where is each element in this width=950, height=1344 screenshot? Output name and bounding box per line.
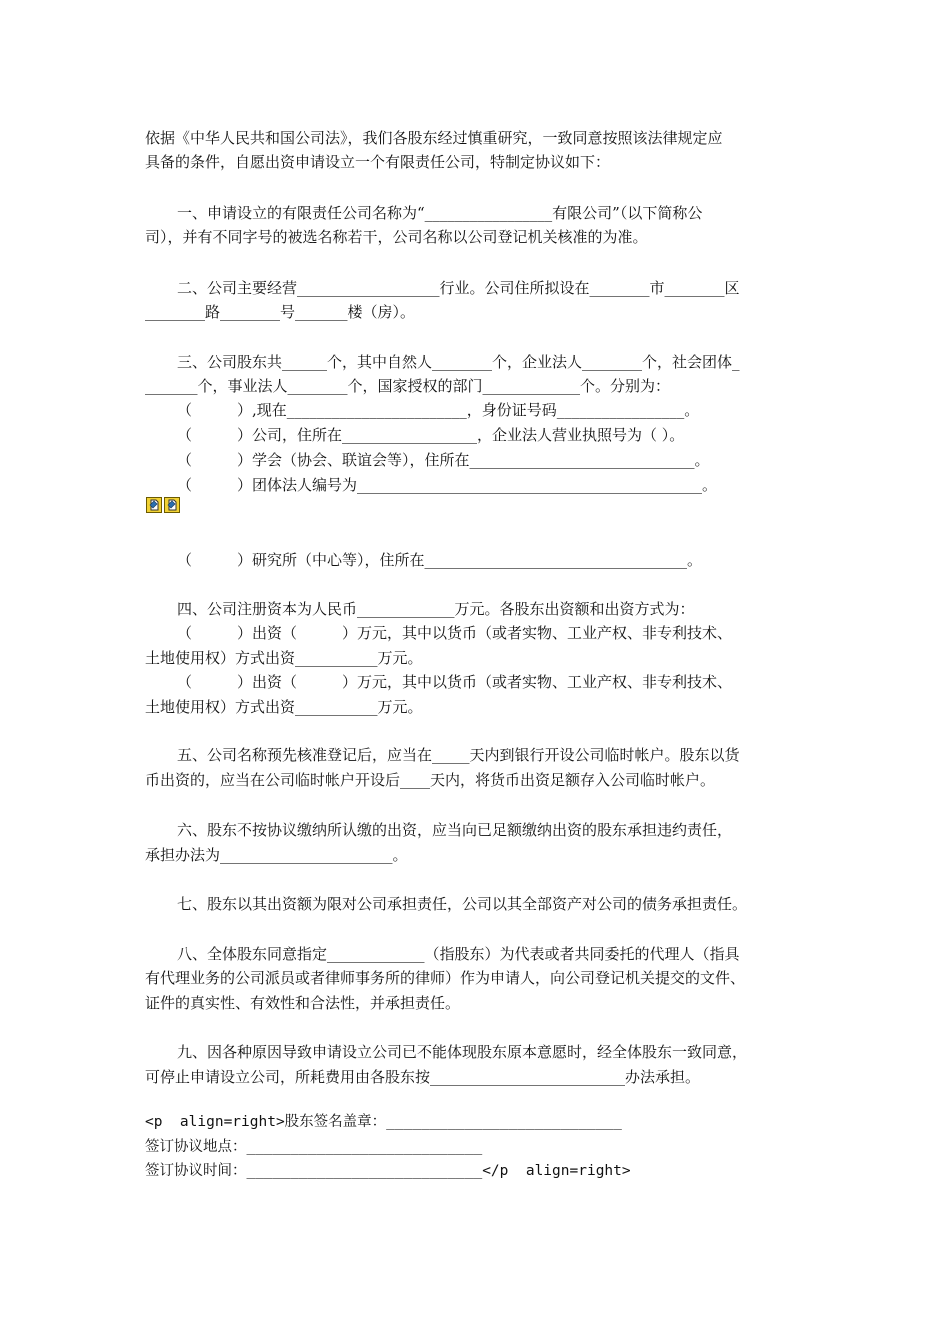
clause-3-line: 三、公司股东共______个，其中自然人________个，企业法人________个，社会团体_ [177, 353, 740, 371]
clause-1-line: 一、申请设立的有限责任公司名称为“_________________有限公司”（以下简称公 [177, 204, 703, 222]
embedded-icons [146, 497, 180, 513]
intro-line: 具备的条件，自愿出资申请设立一个有限责任公司，特制定协议如下： [145, 153, 611, 171]
shareholder-institute-line: （ ）研究所（中心等），住所在___________________________________。 [177, 551, 703, 569]
clause-9-line: 九、因各种原因导致申请设立公司已不能体现股东原本意愿时，经全体股东一致同意， [177, 1043, 748, 1061]
document-icon[interactable] [146, 497, 162, 513]
clause-4-line: 四、公司注册资本为人民币_____________万元。各股东出资额和出资方式为： [177, 600, 695, 618]
signature-line: <p align=right>股东签名盖章：___________________________ [145, 1114, 622, 1130]
clause-8-line: 八、全体股东同意指定_____________（指股东）为代表或者共同委托的代理人（指具 [177, 945, 740, 963]
clause-6-line: 承担办法为_______________________。 [145, 846, 408, 864]
clause-2-line: ________路________号_______楼（房）。 [145, 303, 416, 321]
contribution-line: （ ）出资（ ）万元，其中以货币（或者实物、工业产权、非专利技术、 [177, 624, 733, 642]
contribution-line: 土地使用权）方式出资___________万元。 [145, 649, 423, 667]
clause-6-line: 六、股东不按协议缴纳所认缴的出资，应当向已足额缴纳出资的股东承担违约责任， [177, 821, 733, 839]
clause-9-line: 可停止申请设立公司，所耗费用由各股东按__________________________办法承担。 [145, 1068, 701, 1086]
clause-8-line: 证件的真实性、有效性和合法性，并承担责任。 [145, 994, 461, 1012]
shareholder-company-line: （ ）公司，住所在__________________，企业法人营业执照号为（ ）。 [177, 426, 685, 444]
clause-3-line: _______个，事业法人________个，国家授权的部门_____________个。分别为： [145, 377, 671, 395]
document-icon[interactable] [164, 497, 180, 513]
contribution-line: 土地使用权）方式出资___________万元。 [145, 698, 423, 716]
shareholder-legal-entity-line: （ ）团体法人编号为______________________________________________。 [177, 476, 718, 494]
shareholder-society-line: （ ）学会（协会、联谊会等），住所在______________________________。 [177, 451, 710, 469]
contribution-line: （ ）出资（ ）万元，其中以货币（或者实物、工业产权、非专利技术、 [177, 673, 733, 691]
clause-5-line: 币出资的，应当在公司临时帐户开设后____天内，将货币出资足额存入公司临时帐户。 [145, 771, 716, 789]
signing-time-line: 签订协议时间：___________________________</p align=right> [145, 1163, 631, 1179]
clause-5-line: 五、公司名称预先核准登记后，应当在_____天内到银行开设公司临时帐户。股东以货 [177, 746, 740, 764]
intro-line: 依据《中华人民共和国公司法》，我们各股东经过慎重研究，一致同意按照该法律规定应 [145, 129, 723, 147]
clause-7-line: 七、股东以其出资额为限对公司承担责任，公司以其全部资产对公司的债务承担责任。 [177, 895, 748, 913]
shareholder-natural-person-line: （ ）,现在________________________，身份证号码_________________。 [177, 401, 700, 419]
clause-2-line: 二、公司主要经营___________________行业。公司住所拟设在________市________区 [177, 279, 740, 297]
signing-place-line: 签订协议地点：___________________________ [145, 1139, 483, 1155]
clause-8-line: 有代理业务的公司派员或者律师事务所的律师）作为申请人，向公司登记机关提交的文件、 [145, 969, 746, 987]
clause-1-line: 司），并有不同字号的被选名称若干，公司名称以公司登记机关核准的为准。 [145, 228, 648, 246]
